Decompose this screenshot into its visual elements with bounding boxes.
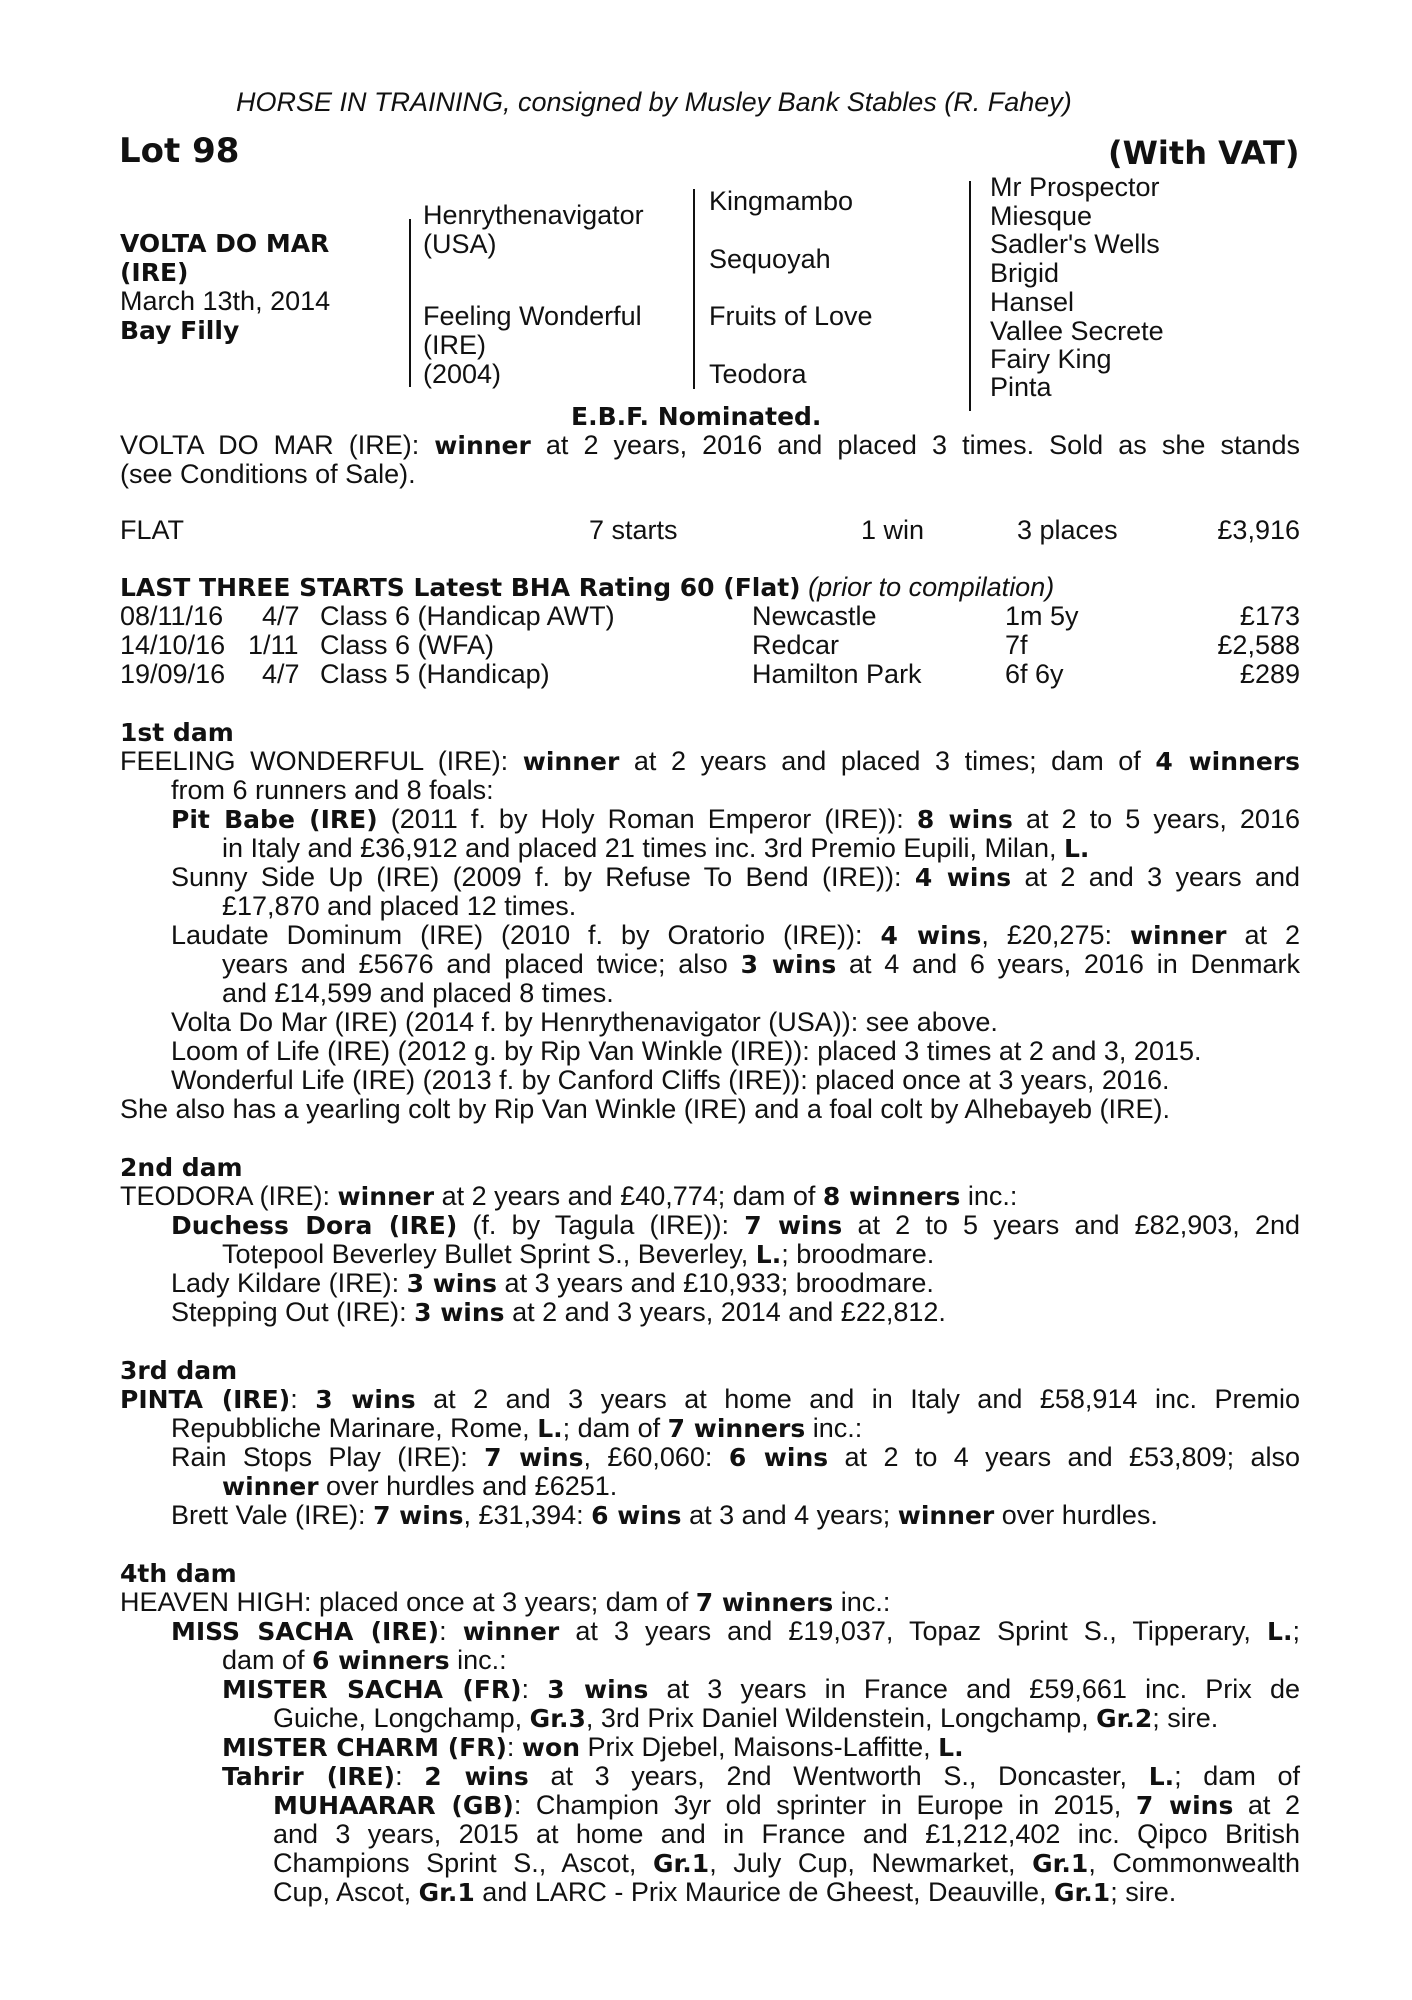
record-earnings: £3,916 bbox=[1217, 515, 1300, 545]
gen3-8: Pinta bbox=[990, 372, 1052, 402]
text-run: inc.: bbox=[805, 1413, 863, 1443]
text-run: FEELING WONDERFUL (IRE): bbox=[120, 746, 523, 776]
text-run: , July Cup, Newmarket, bbox=[709, 1848, 1033, 1878]
horse-sex: Bay Filly bbox=[120, 316, 240, 345]
text-run: ; bbox=[1292, 1616, 1300, 1646]
vat-label: (With VAT) bbox=[1108, 134, 1300, 172]
bold-text: L. bbox=[755, 1240, 782, 1269]
dam4-produce-muhaarar bbox=[273, 1791, 1300, 1820]
text-run: from 6 runners and 8 foals: bbox=[171, 775, 494, 805]
text-run: £17,870 and placed 12 times. bbox=[222, 891, 577, 921]
dam4-line bbox=[273, 1704, 1300, 1733]
text-run: and LARC - Prix Maurice de Gheest, Deauville, bbox=[474, 1877, 1055, 1907]
bold-text: 7 winners bbox=[667, 1414, 806, 1443]
text-run: Champions Sprint S., Ascot, bbox=[273, 1848, 653, 1878]
horse-name-line1: VOLTA DO MAR bbox=[120, 229, 330, 258]
dam4-line bbox=[120, 1588, 1300, 1617]
text-run: at 2 years and £40,774; dam of bbox=[434, 1181, 823, 1211]
bold-text: 7 winners bbox=[695, 1588, 834, 1617]
summary-line-2 bbox=[120, 460, 1300, 489]
dam1-heading bbox=[120, 718, 1300, 747]
dam1-line bbox=[171, 776, 1300, 805]
consignment-line: HORSE IN TRAINING, consigned by Musley Bank Stables (R. Fahey) bbox=[236, 87, 1072, 117]
dam4-heading bbox=[120, 1559, 1300, 1588]
text-run: at 2 and 3 years and bbox=[1011, 862, 1300, 892]
pedigree-divider-3 bbox=[969, 181, 971, 411]
bold-text: MUHAARAR (GB) bbox=[273, 1791, 514, 1820]
text-run: inc.: bbox=[449, 1645, 507, 1675]
text-run: Loom of Life (IRE) (2012 g. by Rip Van Winkle (IRE)): placed 3 times at 2 and 3, 2015. bbox=[171, 1036, 1202, 1066]
text-run: Volta Do Mar (IRE) (2014 f. by Henrythenavigator (USA)): see above. bbox=[171, 1007, 998, 1037]
text-run: , Commonwealth bbox=[1088, 1848, 1300, 1878]
race-distance: 6f 6y bbox=[1005, 659, 1064, 689]
text-run: ; broodmare. bbox=[781, 1239, 935, 1269]
bold-text: Gr.1 bbox=[1054, 1878, 1111, 1907]
dam-year: (2004) bbox=[423, 359, 502, 389]
record-type: FLAT bbox=[120, 515, 185, 545]
race-distance: 7f bbox=[1005, 630, 1028, 660]
summary-text: VOLTA DO MAR (IRE): bbox=[120, 430, 435, 460]
text-run: inc.: bbox=[833, 1587, 891, 1617]
summary-conditions: (see Conditions of Sale). bbox=[120, 459, 416, 489]
text-run: : bbox=[521, 1674, 548, 1704]
bold-text: 7 wins bbox=[1135, 1791, 1234, 1820]
bold-text: Pit Babe (IRE) bbox=[171, 805, 378, 834]
race-course: Redcar bbox=[752, 630, 840, 660]
text-run: : bbox=[506, 1732, 522, 1762]
bold-text: L. bbox=[938, 1733, 964, 1762]
text-run: at 2 to 5 years and £82,903, 2nd bbox=[842, 1210, 1300, 1240]
bold-text: Gr.1 bbox=[1032, 1849, 1089, 1878]
race-date: 08/11/16 bbox=[120, 601, 224, 631]
text-run: at 3 years and £19,037, Topaz Sprint S., Tipperary, bbox=[559, 1616, 1268, 1646]
race-date: 14/10/16 bbox=[120, 630, 226, 660]
text-run: at 4 and 6 years, 2016 in Denmark bbox=[836, 949, 1300, 979]
dam3-line bbox=[171, 1414, 1300, 1443]
dam1-produce-sunny-side-up bbox=[171, 863, 1300, 892]
bold-text: L. bbox=[537, 1414, 563, 1443]
text-run: HEAVEN HIGH: placed once at 3 years; dam of bbox=[120, 1587, 696, 1617]
text-run: at 2 bbox=[1233, 1790, 1301, 1820]
dam1-produce-wonderful-life bbox=[171, 1066, 1300, 1095]
gen3-1: Mr Prospector bbox=[990, 172, 1160, 202]
dam1-produce-volta-do-mar bbox=[171, 1008, 1300, 1037]
bold-text: 4 winners bbox=[1155, 747, 1300, 776]
bold-text: winner bbox=[222, 1472, 319, 1501]
text-run: Totepool Beverley Bullet Sprint S., Beverley, bbox=[222, 1239, 756, 1269]
text-run: inc.: bbox=[960, 1181, 1018, 1211]
dam-name: Feeling Wonderful bbox=[423, 301, 642, 331]
text-run: Prix Djebel, Maisons-Laffitte, bbox=[580, 1732, 939, 1762]
dam1-line bbox=[222, 834, 1300, 863]
pedigree-divider-1 bbox=[409, 219, 411, 387]
bold-text: 4 wins bbox=[914, 863, 1012, 892]
horse-dob: March 13th, 2014 bbox=[120, 286, 331, 316]
text-run: at 2 years and placed 3 times; dam of bbox=[619, 746, 1156, 776]
gen3-3: Sadler's Wells bbox=[990, 229, 1160, 259]
grandsire-paternal: Kingmambo bbox=[709, 186, 854, 216]
text-run: (2011 f. by Holy Roman Emperor (IRE)): bbox=[377, 804, 917, 834]
summary-winner: winner bbox=[434, 431, 531, 460]
bold-text: winner bbox=[522, 747, 620, 776]
dam2-produce-duchess-dora bbox=[171, 1211, 1300, 1240]
race-position: 1/11 bbox=[248, 630, 299, 660]
bold-text: MISS SACHA (IRE) bbox=[171, 1617, 440, 1646]
race-course: Hamilton Park bbox=[752, 659, 922, 689]
dam3-produce-rain-stops-play bbox=[171, 1443, 1300, 1472]
dam1-title: 1st dam bbox=[120, 718, 234, 747]
text-run: , £60,060: bbox=[583, 1442, 729, 1472]
race-prize: £173 bbox=[1239, 601, 1300, 631]
text-run: at 2 bbox=[1226, 920, 1300, 950]
text-run: (f. by Tagula (IRE)): bbox=[457, 1210, 745, 1240]
dam4-line bbox=[273, 1849, 1300, 1878]
dam4-title: 4th dam bbox=[120, 1559, 237, 1588]
text-run: at 3 years and £10,933; broodmare. bbox=[497, 1268, 934, 1298]
dam3-heading bbox=[120, 1356, 1300, 1385]
text-run: dam of bbox=[222, 1645, 313, 1675]
dam1-line bbox=[120, 747, 1300, 776]
bold-text: L. bbox=[1148, 1762, 1175, 1791]
bold-text: 6 wins bbox=[591, 1501, 682, 1530]
bold-text: PINTA (IRE) bbox=[120, 1385, 291, 1414]
sire-country: (USA) bbox=[423, 229, 497, 259]
race-date: 19/09/16 bbox=[120, 659, 226, 689]
text-run: Stepping Out (IRE): bbox=[171, 1297, 415, 1327]
dam2-produce-lady-kildare bbox=[171, 1269, 1300, 1298]
dam4-produce-tahrir bbox=[222, 1762, 1300, 1791]
text-run: ; dam of bbox=[1174, 1761, 1300, 1791]
text-run: , £20,275: bbox=[981, 920, 1130, 950]
bold-text: winner bbox=[1129, 921, 1227, 950]
dam4-line bbox=[222, 1646, 1300, 1675]
bold-text: L. bbox=[1063, 834, 1090, 863]
record-wins: 1 win bbox=[861, 515, 925, 545]
dam2-heading bbox=[120, 1153, 1300, 1182]
text-run: at 2 and 3 years at home and in Italy and £58,914 inc. Premio bbox=[415, 1384, 1300, 1414]
text-run: at 2 and 3 years, 2014 and £22,812. bbox=[504, 1297, 946, 1327]
bold-text: winner bbox=[462, 1617, 560, 1646]
text-run: ; dam of bbox=[562, 1413, 668, 1443]
granddam-maternal: Teodora bbox=[709, 359, 807, 389]
bold-text: MISTER SACHA (FR) bbox=[222, 1675, 522, 1704]
dam1-line bbox=[222, 950, 1300, 979]
race-position: 4/7 bbox=[262, 659, 300, 689]
dam3-line bbox=[222, 1472, 1300, 1501]
dam4-produce-mister-charm bbox=[222, 1733, 1300, 1762]
bold-text: won bbox=[521, 1733, 580, 1762]
race-distance: 1m 5y bbox=[1005, 601, 1079, 631]
bold-text: Gr.3 bbox=[529, 1704, 586, 1733]
bold-text: 3 wins bbox=[406, 1269, 498, 1298]
dam1-produce-loom-of-life bbox=[171, 1037, 1300, 1066]
text-run: Brett Vale (IRE): bbox=[171, 1500, 374, 1530]
text-run: at 3 years in France and £59,661 inc. Prix de bbox=[648, 1674, 1301, 1704]
text-run: in Italy and £36,912 and placed 21 times inc. 3rd Premio Eupili, Milan, bbox=[222, 833, 1064, 863]
race-class: Class 6 (Handicap AWT) bbox=[320, 601, 615, 631]
race-class: Class 6 (WFA) bbox=[320, 630, 495, 660]
text-run: Guiche, Longchamp, bbox=[273, 1703, 530, 1733]
bold-text: 8 wins bbox=[916, 805, 1013, 834]
dam1-line bbox=[222, 892, 1300, 921]
text-run: : bbox=[439, 1616, 463, 1646]
bold-text: MISTER CHARM (FR) bbox=[222, 1733, 507, 1762]
text-run: , £31,394: bbox=[463, 1500, 592, 1530]
dam4-line bbox=[273, 1820, 1300, 1849]
text-run: : bbox=[395, 1761, 425, 1791]
bold-text: 3 wins bbox=[414, 1298, 505, 1327]
last-three-note: (prior to compilation) bbox=[808, 572, 1055, 602]
dam1-produce-pit-babe bbox=[171, 805, 1300, 834]
dam2-produce-stepping-out bbox=[171, 1298, 1300, 1327]
gen3-2: Miesque bbox=[990, 201, 1093, 231]
summary-line-1 bbox=[120, 431, 1300, 460]
text-run: Cup, Ascot, bbox=[273, 1877, 419, 1907]
text-run: at 2 to 5 years, 2016 bbox=[1012, 804, 1300, 834]
bold-text: winner bbox=[897, 1501, 995, 1530]
bold-text: Tahrir (IRE) bbox=[222, 1762, 396, 1791]
last-three-heading bbox=[120, 573, 1300, 602]
text-run: over hurdles and £6251. bbox=[318, 1471, 618, 1501]
horse-name-line2: (IRE) bbox=[120, 258, 189, 287]
text-run: , 3rd Prix Daniel Wildenstein, Longchamp, bbox=[585, 1703, 1097, 1733]
dam4-line bbox=[273, 1878, 1300, 1907]
bold-text: 3 wins bbox=[740, 950, 837, 979]
summary-text-2: at 2 years, 2016 and placed 3 times. Sold as she stands bbox=[530, 430, 1300, 460]
race-prize: £289 bbox=[1239, 659, 1300, 689]
dam1-line bbox=[222, 979, 1300, 1008]
text-run: ; sire. bbox=[1152, 1703, 1219, 1733]
text-run: Wonderful Life (IRE) (2013 f. by Canford Cliffs (IRE)): placed once at 3 years, 2016. bbox=[171, 1065, 1170, 1095]
gen3-4: Brigid bbox=[990, 258, 1060, 288]
text-run: ; sire. bbox=[1110, 1877, 1177, 1907]
bold-text: 7 wins bbox=[484, 1443, 584, 1472]
dam-country: (IRE) bbox=[423, 330, 486, 360]
record-places: 3 places bbox=[1017, 515, 1118, 545]
pedigree-divider-2 bbox=[693, 189, 695, 389]
race-course: Newcastle bbox=[752, 601, 877, 631]
text-run: She also has a yearling colt by Rip Van Winkle (IRE) and a foal colt by Alhebayeb (IRE). bbox=[120, 1094, 1171, 1124]
dam2-line bbox=[222, 1240, 1300, 1269]
bold-text: 2 wins bbox=[424, 1762, 529, 1791]
text-run: over hurdles. bbox=[994, 1500, 1158, 1530]
text-run: at 3 years, 2nd Wentworth S., Doncaster, bbox=[528, 1761, 1149, 1791]
dam3-line bbox=[120, 1385, 1300, 1414]
dam2-line bbox=[120, 1182, 1300, 1211]
text-run: Rain Stops Play (IRE): bbox=[171, 1442, 485, 1472]
race-prize: £2,588 bbox=[1217, 630, 1300, 660]
dam2-title: 2nd dam bbox=[120, 1153, 243, 1182]
text-run: TEODORA (IRE): bbox=[120, 1181, 338, 1211]
bold-text: 3 wins bbox=[547, 1675, 649, 1704]
bold-text: 3 wins bbox=[315, 1385, 416, 1414]
bold-text: 4 wins bbox=[880, 921, 982, 950]
text-run: : bbox=[290, 1384, 316, 1414]
text-run: at 3 and 4 years; bbox=[681, 1500, 898, 1530]
bold-text: 6 wins bbox=[728, 1443, 829, 1472]
bold-text: winner bbox=[337, 1182, 435, 1211]
bold-text: Duchess Dora (IRE) bbox=[171, 1211, 458, 1240]
text-run: Sunny Side Up (IRE) (2009 f. by Refuse To Bend (IRE)): bbox=[171, 862, 915, 892]
granddam-paternal: Sequoyah bbox=[709, 244, 831, 274]
record-starts: 7 starts bbox=[589, 515, 678, 545]
text-run: and 3 years, 2015 at home and in France and £1,212,402 inc. Qipco British bbox=[273, 1819, 1300, 1849]
gen3-6: Vallee Secrete bbox=[990, 316, 1164, 346]
race-position: 4/7 bbox=[262, 601, 300, 631]
grandsire-maternal: Fruits of Love bbox=[709, 301, 873, 331]
dam3-produce-brett-vale bbox=[171, 1501, 1300, 1530]
ebf-nominated: E.B.F. Nominated. bbox=[571, 402, 822, 431]
lot-number: Lot 98 bbox=[119, 131, 240, 171]
sire-name: Henrythenavigator bbox=[423, 200, 644, 230]
bold-text: Gr.1 bbox=[418, 1878, 475, 1907]
text-run: years and £5676 and placed twice; also bbox=[222, 949, 741, 979]
dam1-produce-laudate-dominum bbox=[171, 921, 1300, 950]
bold-text: 8 winners bbox=[822, 1182, 961, 1211]
bold-text: Gr.1 bbox=[653, 1849, 710, 1878]
dam4-produce-miss-sacha bbox=[171, 1617, 1300, 1646]
text-run: Repubbliche Marinare, Rome, bbox=[171, 1413, 538, 1443]
text-run: at 2 to 4 years and £53,809; also bbox=[828, 1442, 1300, 1472]
last-three-title: LAST THREE STARTS Latest BHA Rating 60 (Flat) bbox=[120, 573, 801, 602]
dam1-also-has bbox=[120, 1095, 1300, 1124]
dam3-title: 3rd dam bbox=[120, 1356, 238, 1385]
bold-text: L. bbox=[1267, 1617, 1293, 1646]
text-run: and £14,599 and placed 8 times. bbox=[222, 978, 614, 1008]
bold-text: 7 wins bbox=[373, 1501, 464, 1530]
dam4-produce-mister-sacha bbox=[222, 1675, 1300, 1704]
gen3-5: Hansel bbox=[990, 287, 1075, 317]
bold-text: 7 wins bbox=[744, 1211, 843, 1240]
bold-text: 6 winners bbox=[312, 1646, 450, 1675]
race-class: Class 5 (Handicap) bbox=[320, 659, 550, 689]
gen3-7: Fairy King bbox=[990, 344, 1112, 374]
bold-text: Gr.2 bbox=[1096, 1704, 1153, 1733]
text-run: Lady Kildare (IRE): bbox=[171, 1268, 407, 1298]
text-run: Laudate Dominum (IRE) (2010 f. by Oratorio (IRE)): bbox=[171, 920, 881, 950]
text-run: : Champion 3yr old sprinter in Europe in 2015, bbox=[513, 1790, 1136, 1820]
